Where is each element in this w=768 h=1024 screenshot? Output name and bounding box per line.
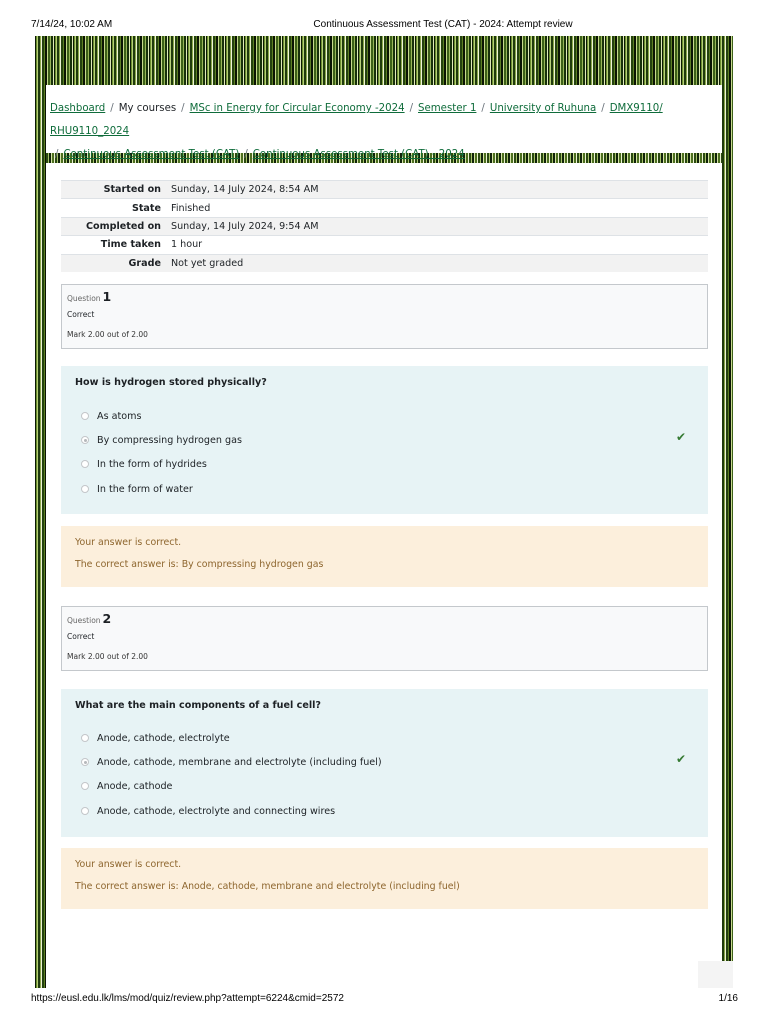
print-header (0, 19, 768, 33)
radio-button-checked[interactable] (81, 436, 89, 444)
check-icon: ✔ (676, 752, 687, 766)
answer-option[interactable] (81, 481, 193, 497)
answer-option-label: In the form of water (97, 483, 193, 495)
answer-option-label: In the form of hydrides (97, 458, 207, 470)
print-datetime: 7/14/24, 10:02 AM (31, 19, 113, 30)
answer-option-label: As atoms (97, 410, 142, 422)
summary-label: Completed on (85, 220, 161, 232)
attempt-summary-table (61, 180, 708, 272)
breadcrumb-dashboard[interactable]: Dashboard (50, 103, 106, 114)
radio-button[interactable] (81, 782, 89, 790)
summary-label: State (131, 202, 161, 214)
feedback-status: Your answer is correct. (75, 537, 182, 548)
answer-option-label: By compressing hydrogen gas (97, 434, 242, 446)
answer-option-label: Anode, cathode (97, 780, 173, 792)
breadcrumb-separator: / (481, 103, 485, 114)
question-grade: Mark 2.00 out of 2.00 (67, 652, 148, 661)
answer-option-selected[interactable] (81, 432, 242, 448)
check-icon: ✔ (676, 430, 687, 444)
breadcrumb (50, 97, 714, 166)
breadcrumb-separator: / (244, 149, 248, 160)
breadcrumb-separator: / (181, 103, 185, 114)
summary-value: Sunday, 14 July 2024, 8:54 AM (171, 184, 319, 196)
question-1-feedback (61, 526, 708, 587)
answer-option[interactable] (81, 408, 141, 424)
breadcrumb-semester[interactable]: Semester 1 (418, 103, 477, 114)
question-1-info (61, 284, 708, 349)
breadcrumb-separator: / (601, 103, 605, 114)
answer-option-label: Anode, cathode, membrane and electrolyte (including fuel) (97, 756, 382, 768)
summary-label: Time taken (100, 239, 161, 251)
breadcrumb-my-courses: My courses (118, 103, 177, 114)
print-url: https://eusl.edu.lk/lms/mod/quiz/review.php?attempt=6224&cmid=2572 (31, 993, 344, 1004)
question-2-formulation (61, 689, 708, 837)
print-title: Continuous Assessment Test (CAT) - 2024: Attempt review (313, 19, 573, 30)
answer-option[interactable] (81, 803, 335, 819)
answer-option[interactable] (81, 778, 172, 794)
radio-button[interactable] (81, 807, 89, 815)
corner-box (698, 961, 733, 988)
answer-option[interactable] (81, 456, 207, 472)
answer-option-label: Anode, cathode, electrolyte and connecting wires (97, 805, 336, 817)
feedback-right-answer: The correct answer is: By compressing hydrogen gas (75, 559, 324, 570)
summary-value: 1 hour (171, 239, 203, 251)
feedback-status: Your answer is correct. (75, 859, 182, 870)
feedback-right-answer: The correct answer is: Anode, cathode, membrane and electrolyte (including fuel) (75, 881, 460, 892)
question-number (67, 611, 111, 626)
radio-button-checked[interactable] (81, 758, 89, 766)
breadcrumb-separator: / (409, 103, 414, 114)
question-number-value: 1 (102, 289, 112, 304)
radio-button[interactable] (81, 734, 89, 742)
breadcrumb-cat-quiz[interactable]: Continuous Assessment Test (CAT) - 2024 (252, 149, 465, 160)
breadcrumb-module[interactable]: DMX9110/ RHU9110_2024 (50, 103, 663, 137)
question-text: What are the main components of a fuel cell? (75, 700, 321, 711)
summary-value: Sunday, 14 July 2024, 9:54 AM (171, 220, 319, 232)
question-2-feedback (61, 848, 708, 909)
print-footer (0, 993, 768, 1007)
breadcrumb-course[interactable]: MSc in Energy for Circular Economy -2024 (189, 103, 405, 114)
question-state: Correct (67, 310, 95, 319)
radio-button[interactable] (81, 485, 89, 493)
summary-row-started (61, 181, 708, 199)
question-text: How is hydrogen stored physically? (75, 377, 267, 388)
summary-row-state (61, 199, 708, 217)
question-number-value: 2 (102, 611, 112, 626)
summary-row-completed (61, 217, 708, 235)
summary-row-grade (61, 254, 708, 272)
question-1-formulation (61, 366, 708, 514)
summary-value: Finished (171, 202, 211, 214)
summary-row-time-taken (61, 236, 708, 254)
question-number (67, 289, 111, 304)
breadcrumb-university[interactable]: University of Ruhuna (489, 103, 597, 114)
summary-label: Grade (128, 258, 161, 269)
summary-value: Not yet graded (171, 258, 244, 269)
question-2-info (61, 606, 708, 671)
answer-option[interactable] (81, 730, 230, 746)
answer-option-selected[interactable] (81, 754, 382, 770)
breadcrumb-cat-section[interactable]: Continuous Assessment Test (CAT) (63, 149, 240, 160)
radio-button[interactable] (81, 412, 89, 420)
question-state: Correct (67, 632, 95, 641)
question-prefix: Question (67, 616, 101, 625)
print-page-number: 1/16 (718, 993, 738, 1004)
breadcrumb-separator: / (110, 103, 114, 114)
question-prefix: Question (67, 294, 101, 303)
breadcrumb-separator: / (55, 149, 59, 160)
radio-button[interactable] (81, 460, 89, 468)
answer-option-label: Anode, cathode, electrolyte (97, 732, 230, 744)
summary-label: Started on (103, 184, 161, 196)
question-grade: Mark 2.00 out of 2.00 (67, 330, 148, 339)
